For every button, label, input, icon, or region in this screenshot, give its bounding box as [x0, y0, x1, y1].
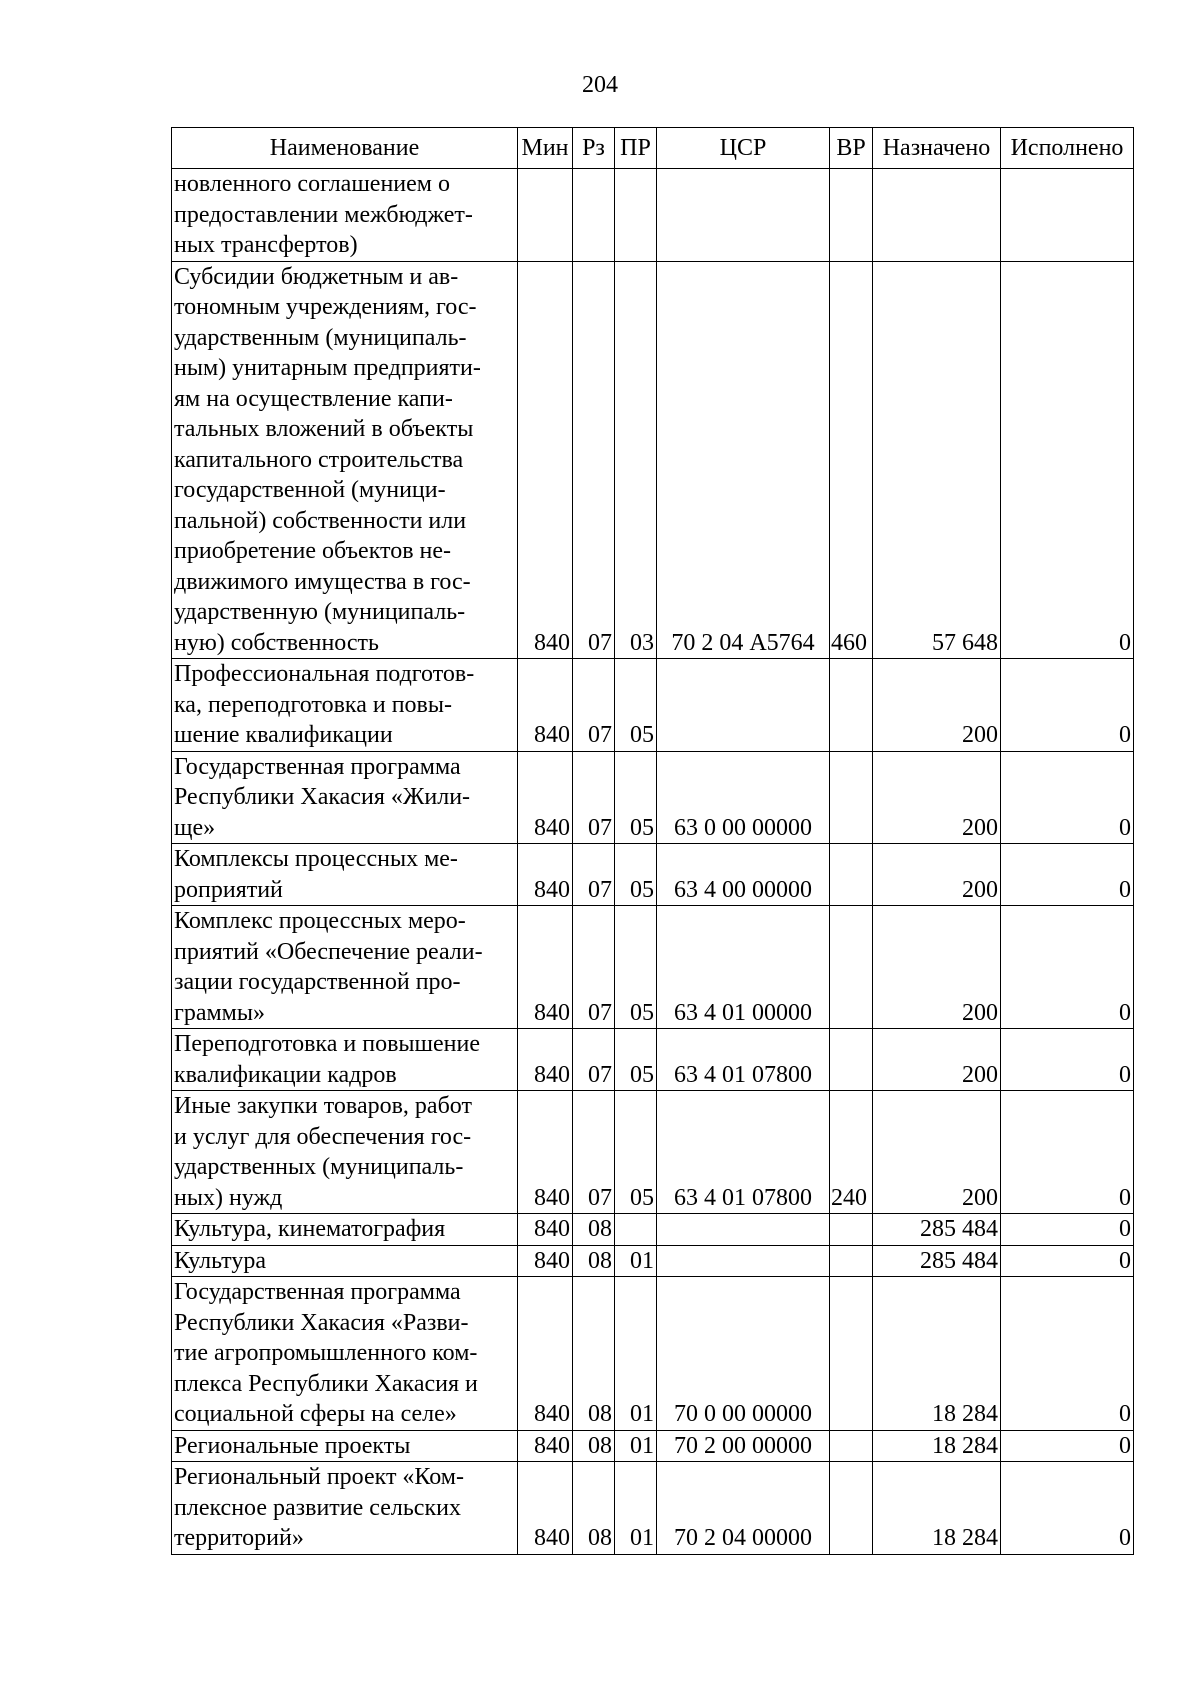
header-rz: Рз [573, 128, 615, 169]
cell-ispolneno: 0 [1001, 1091, 1134, 1214]
cell-rz: 08 [573, 1214, 615, 1246]
row-name-text: Комплексы процессных ме- роприятий [174, 846, 458, 903]
cell-rz: 08 [573, 1430, 615, 1462]
table-row [172, 1214, 1134, 1246]
row-name-text: Переподготовка и повышение квалификации кадров [174, 1031, 480, 1088]
cell-ispolneno: 0 [1001, 1430, 1134, 1462]
header-ispolneno: Исполнено [1001, 128, 1134, 169]
cell-csr: 63 4 01 07800 [657, 1029, 830, 1091]
cell-min: 840 [518, 1430, 573, 1462]
cell-naznacheno: 18 284 [873, 1430, 1001, 1462]
cell-naznacheno: 285 484 [873, 1245, 1001, 1277]
cell-pr [615, 169, 657, 262]
cell-min: 840 [518, 1214, 573, 1246]
cell-name [172, 659, 518, 752]
cell-pr: 05 [615, 1029, 657, 1091]
cell-pr [615, 1214, 657, 1246]
cell-ispolneno: 0 [1001, 1277, 1134, 1431]
cell-rz [573, 169, 615, 262]
cell-naznacheno: 200 [873, 659, 1001, 752]
row-name-text: Иные закупки товаров, работ и услуг для обеспечения гос- ударственных (муниципаль- ных) нужд [174, 1093, 472, 1211]
cell-rz: 08 [573, 1462, 615, 1555]
cell-pr: 01 [615, 1462, 657, 1555]
cell-vr [830, 1430, 873, 1462]
header-csr: ЦСР [657, 128, 830, 169]
cell-min: 840 [518, 751, 573, 844]
table-row [172, 659, 1134, 752]
cell-rz: 07 [573, 1091, 615, 1214]
cell-csr: 63 4 01 00000 [657, 906, 830, 1029]
row-name-text: Культура [174, 1247, 266, 1274]
cell-vr [830, 844, 873, 906]
table-row [172, 1245, 1134, 1277]
row-name-text: Комплекс процессных меро- приятий «Обеспечение реали- зации государственной про- граммы» [174, 908, 483, 1026]
cell-name [172, 844, 518, 906]
cell-pr: 01 [615, 1245, 657, 1277]
cell-ispolneno: 0 [1001, 1029, 1134, 1091]
budget-table [171, 127, 1134, 1555]
cell-name [172, 1277, 518, 1431]
cell-name [172, 261, 518, 659]
row-name-text: Региональный проект «Ком- плексное развитие сельских территорий» [174, 1464, 464, 1551]
cell-csr [657, 1214, 830, 1246]
table-body [172, 169, 1134, 1555]
cell-ispolneno: 0 [1001, 751, 1134, 844]
cell-naznacheno: 200 [873, 751, 1001, 844]
row-name-text: Профессиональная подготов- ка, переподготовка и повы- шение квалификации [174, 661, 475, 748]
cell-vr [830, 1029, 873, 1091]
cell-min: 840 [518, 844, 573, 906]
cell-pr: 05 [615, 1091, 657, 1214]
table-row [172, 751, 1134, 844]
cell-min: 840 [518, 659, 573, 752]
cell-csr: 70 2 04 А5764 [657, 261, 830, 659]
cell-rz: 08 [573, 1277, 615, 1431]
cell-rz: 07 [573, 1029, 615, 1091]
cell-rz: 07 [573, 751, 615, 844]
cell-naznacheno: 285 484 [873, 1214, 1001, 1246]
table-row [172, 169, 1134, 262]
cell-min: 840 [518, 1091, 573, 1214]
cell-vr: 240 [830, 1091, 873, 1214]
table-row [172, 1430, 1134, 1462]
cell-pr: 01 [615, 1430, 657, 1462]
cell-rz: 07 [573, 261, 615, 659]
cell-min: 840 [518, 1245, 573, 1277]
cell-name [172, 906, 518, 1029]
cell-min: 840 [518, 906, 573, 1029]
cell-ispolneno: 0 [1001, 906, 1134, 1029]
cell-naznacheno: 18 284 [873, 1277, 1001, 1431]
header-pr: ПР [615, 128, 657, 169]
cell-ispolneno: 0 [1001, 1462, 1134, 1555]
cell-naznacheno: 200 [873, 1091, 1001, 1214]
header-min: Мин [518, 128, 573, 169]
cell-csr [657, 1245, 830, 1277]
cell-rz: 07 [573, 844, 615, 906]
cell-vr [830, 169, 873, 262]
cell-ispolneno: 0 [1001, 1245, 1134, 1277]
row-name-text: Субсидии бюджетным и ав- тономным учреждениям, гос- ударственным (муниципаль- ным) унитарным предприяти- ям на осуществление капи- тальных вложений в объекты капитального строительства государственной (муници- пальной) собственности или приобретение объектов не- движимого имущества в гос- ударственную (муниципаль- ную) собственность [174, 263, 481, 656]
row-name-text: Культура, кинематография [174, 1216, 446, 1242]
page-number: 204 [582, 72, 618, 98]
cell-csr: 70 2 04 00000 [657, 1462, 830, 1555]
cell-pr: 05 [615, 844, 657, 906]
table-row [172, 844, 1134, 906]
cell-name [172, 751, 518, 844]
cell-vr [830, 1277, 873, 1431]
table-header-row [172, 128, 1134, 169]
cell-ispolneno: 0 [1001, 1214, 1134, 1246]
cell-vr [830, 906, 873, 1029]
cell-vr [830, 751, 873, 844]
cell-naznacheno: 200 [873, 1029, 1001, 1091]
cell-pr: 05 [615, 751, 657, 844]
cell-naznacheno [873, 169, 1001, 262]
cell-vr [830, 1245, 873, 1277]
cell-pr: 01 [615, 1277, 657, 1431]
cell-vr [830, 1462, 873, 1555]
cell-vr [830, 1214, 873, 1246]
header-vr: ВР [830, 128, 873, 169]
cell-min [518, 169, 573, 262]
cell-pr: 05 [615, 659, 657, 752]
cell-csr: 63 0 00 00000 [657, 751, 830, 844]
cell-min: 840 [518, 1462, 573, 1555]
cell-ispolneno: 0 [1001, 659, 1134, 752]
cell-naznacheno: 57 648 [873, 261, 1001, 659]
cell-csr [657, 659, 830, 752]
cell-csr: 70 2 00 00000 [657, 1430, 830, 1462]
cell-pr: 05 [615, 906, 657, 1029]
cell-rz: 07 [573, 659, 615, 752]
cell-name [172, 169, 518, 262]
table-row [172, 1462, 1134, 1555]
row-name-text: Региональные проекты [174, 1432, 411, 1459]
cell-rz: 08 [573, 1245, 615, 1277]
cell-name [172, 1462, 518, 1555]
cell-rz: 07 [573, 906, 615, 1029]
cell-ispolneno [1001, 169, 1134, 262]
cell-naznacheno: 18 284 [873, 1462, 1001, 1555]
cell-name [172, 1430, 518, 1462]
cell-name [172, 1029, 518, 1091]
header-name: Наименование [172, 128, 518, 169]
cell-min: 840 [518, 1029, 573, 1091]
cell-min: 840 [518, 261, 573, 659]
cell-pr: 03 [615, 261, 657, 659]
cell-naznacheno: 200 [873, 906, 1001, 1029]
cell-csr: 63 4 01 07800 [657, 1091, 830, 1214]
row-name-text: новленного соглашением о предоставлении межбюджет- ных трансфертов) [174, 171, 473, 258]
cell-ispolneno: 0 [1001, 844, 1134, 906]
table-row [172, 1277, 1134, 1431]
cell-csr [657, 169, 830, 262]
cell-name [172, 1245, 518, 1277]
cell-vr: 460 [830, 261, 873, 659]
cell-min: 840 [518, 1277, 573, 1431]
table-row [172, 261, 1134, 659]
header-naznacheno: Назначено [873, 128, 1001, 169]
cell-name [172, 1091, 518, 1214]
cell-vr [830, 659, 873, 752]
table-row [172, 1029, 1134, 1091]
row-name-text: Государственная программа Республики Хакасия «Жили- ще» [174, 753, 471, 841]
cell-name [172, 1214, 518, 1246]
cell-naznacheno: 200 [873, 844, 1001, 906]
row-name-text: Государственная программа Республики Хакасия «Разви- тие агропромышленного ком- плекса Республики Хакасия и социальной сферы на селе» [174, 1279, 478, 1427]
table-row [172, 906, 1134, 1029]
cell-csr: 70 0 00 00000 [657, 1277, 830, 1431]
cell-ispolneno: 0 [1001, 261, 1134, 659]
cell-csr: 63 4 00 00000 [657, 844, 830, 906]
table-row [172, 1091, 1134, 1214]
